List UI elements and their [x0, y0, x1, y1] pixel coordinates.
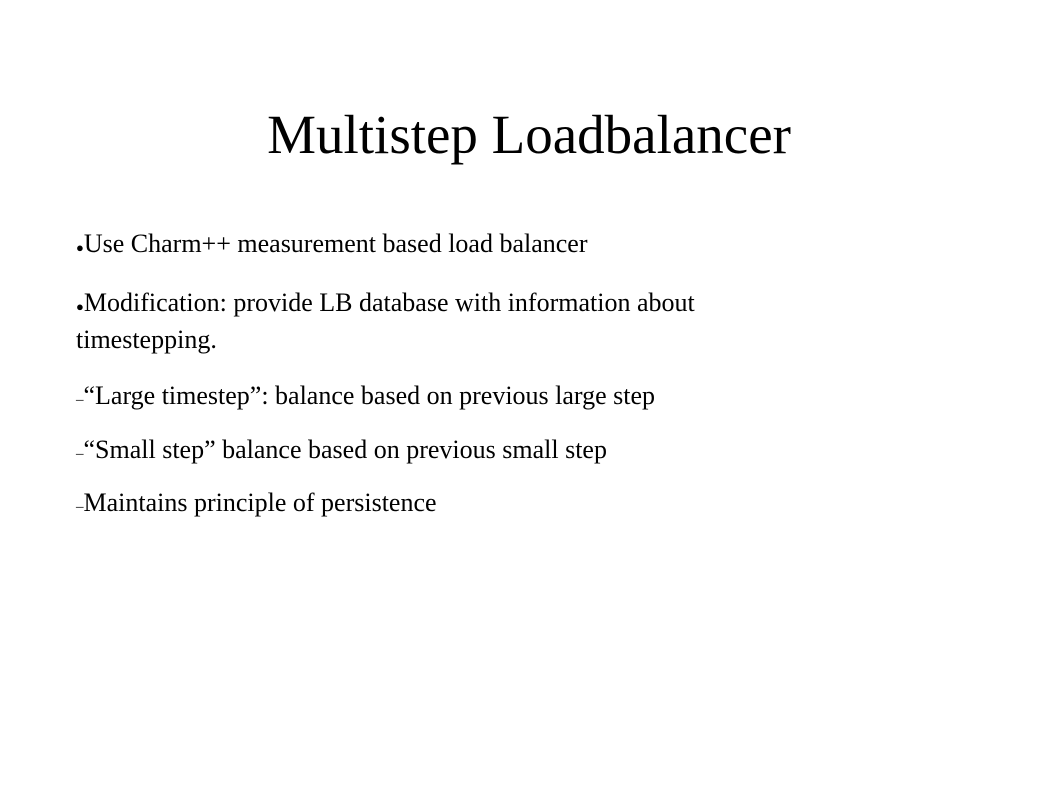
bullet-continuation — [76, 321, 976, 358]
dash-icon: – — [76, 392, 84, 408]
bullet-item — [76, 284, 976, 321]
dash-icon: – — [76, 499, 84, 515]
slide-title: Multistep Loadbalancer — [267, 104, 791, 165]
sub-bullet-item — [76, 377, 976, 414]
bullet-text: Modification: provide LB database with information about — [83, 288, 695, 317]
bullet-item — [76, 225, 976, 262]
bullet-dot-icon: ● — [76, 240, 84, 255]
sub-bullet-text: “Large timestep”: balance based on previous large step — [83, 381, 656, 410]
sub-bullet-item — [76, 431, 976, 468]
sub-bullet-text: “Small step” balance based on previous small step — [83, 435, 607, 464]
sub-bullet-text: Maintains principle of persistence — [83, 488, 437, 517]
sub-bullet-item — [76, 484, 976, 521]
dash-icon: – — [76, 446, 84, 462]
bullet-dot-icon: ● — [76, 299, 84, 314]
bullet-text-continuation: timestepping. — [76, 325, 217, 354]
bullet-text: Use Charm++ measurement based load balancer — [83, 229, 588, 258]
